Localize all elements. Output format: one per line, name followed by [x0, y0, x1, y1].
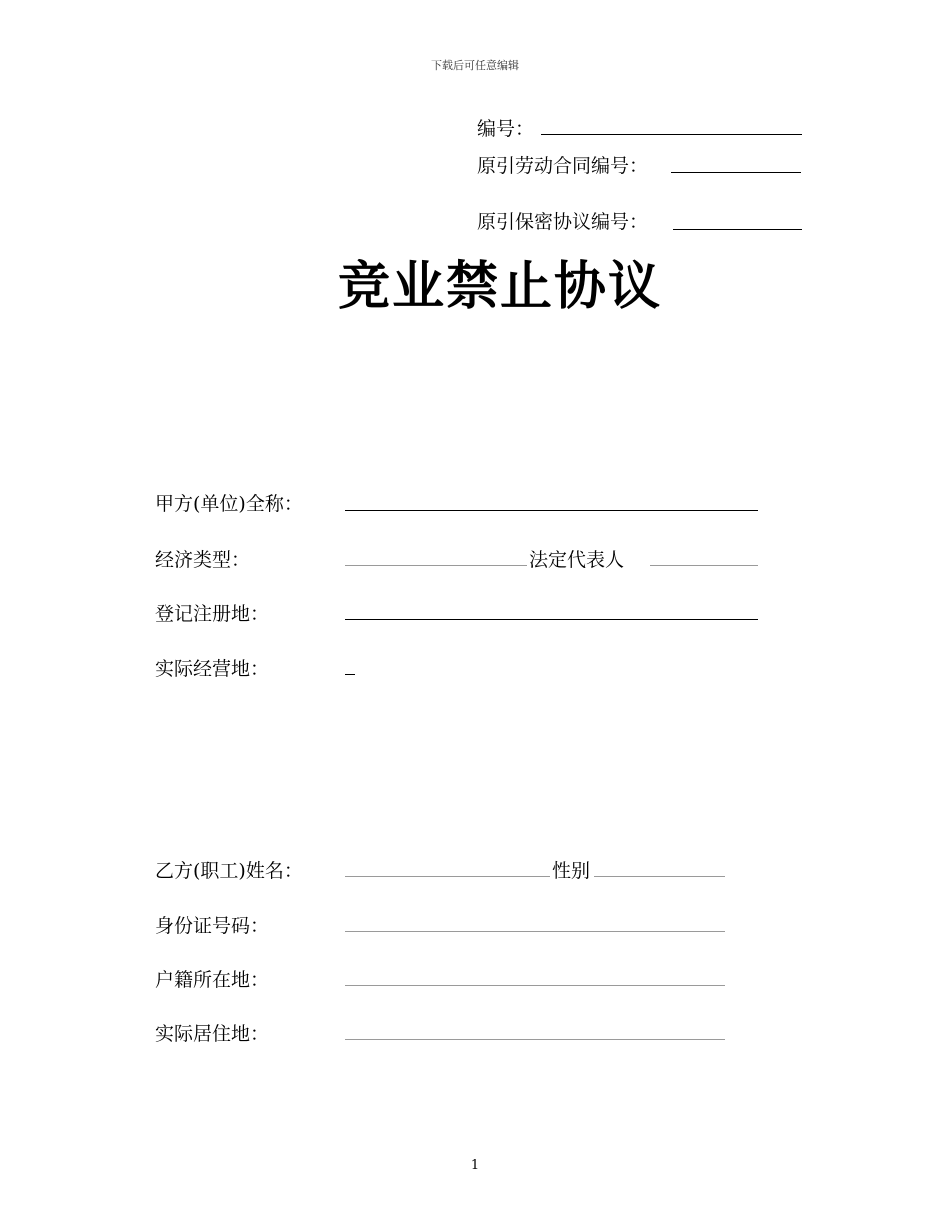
- gender-field[interactable]: [594, 876, 725, 877]
- labor-contract-no-field[interactable]: [671, 172, 801, 173]
- registered-address-field[interactable]: [345, 619, 758, 620]
- id-number-label: 身份证号码：: [155, 915, 270, 937]
- party-a-full-name-field[interactable]: [345, 510, 758, 511]
- party-b-name-field[interactable]: [345, 876, 550, 877]
- economic-type-label: 经济类型：: [155, 549, 251, 571]
- party-a-full-name-label: 甲方(单位)全称：: [155, 493, 303, 515]
- registered-address-label: 登记注册地：: [155, 603, 270, 625]
- actual-business-address-field[interactable]: [345, 674, 355, 675]
- legal-rep-field[interactable]: [650, 565, 758, 566]
- confidentiality-no-field[interactable]: [673, 229, 802, 230]
- confidentiality-no-label: 原引保密协议编号：: [477, 211, 649, 233]
- actual-business-address-label: 实际经营地：: [155, 658, 270, 680]
- actual-residence-label: 实际居住地：: [155, 1023, 270, 1045]
- agreement-no-label: 编号：: [477, 118, 535, 140]
- actual-residence-field[interactable]: [345, 1039, 725, 1040]
- legal-rep-label: 法定代表人: [529, 549, 625, 571]
- document-title: 竞业禁止协议: [337, 257, 662, 317]
- id-number-field[interactable]: [345, 931, 725, 932]
- header-note: 下载后可任意编辑: [431, 59, 519, 72]
- household-register-field[interactable]: [345, 985, 725, 986]
- party-b-name-label: 乙方(职工)姓名：: [155, 860, 303, 882]
- labor-contract-no-label: 原引劳动合同编号：: [477, 155, 649, 177]
- page-number: 1: [470, 1158, 480, 1173]
- economic-type-field[interactable]: [345, 565, 527, 566]
- agreement-no-field[interactable]: [541, 134, 802, 135]
- household-register-label: 户籍所在地：: [155, 969, 270, 991]
- gender-label: 性别: [552, 860, 591, 882]
